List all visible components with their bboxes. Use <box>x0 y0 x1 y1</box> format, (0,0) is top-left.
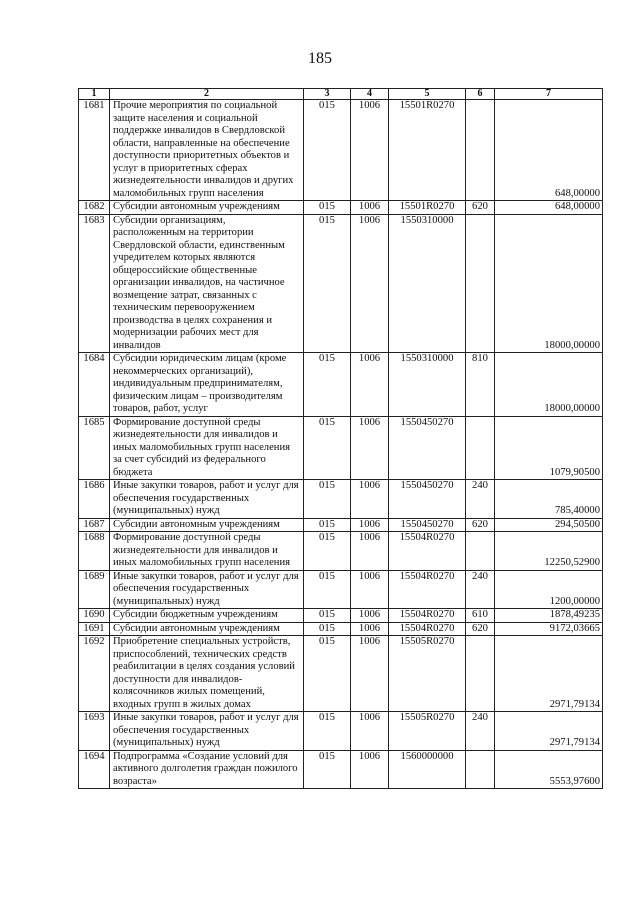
section-code: 1006 <box>351 712 389 751</box>
amount: 1878,49235 <box>495 609 603 623</box>
section-code: 1006 <box>351 353 389 417</box>
row-number: 1685 <box>79 416 110 480</box>
amount: 2971,79134 <box>495 636 603 712</box>
row-number: 1686 <box>79 480 110 519</box>
table-row <box>79 100 603 201</box>
ministry-code: 015 <box>304 636 351 712</box>
section-code: 1006 <box>351 201 389 215</box>
target-article-code: 15505R0270 <box>389 712 466 751</box>
table-row <box>79 532 603 571</box>
column-header: 3 <box>304 89 351 100</box>
expense-type-code <box>466 750 495 789</box>
expense-type-code <box>466 214 495 353</box>
expense-type-code <box>466 532 495 571</box>
ministry-code: 015 <box>304 532 351 571</box>
target-article-code: 1550450270 <box>389 416 466 480</box>
table-row <box>79 518 603 532</box>
row-description: Субсидии автономным учреждениям <box>110 622 304 636</box>
table-row <box>79 609 603 623</box>
ministry-code: 015 <box>304 201 351 215</box>
expense-type-code: 240 <box>466 712 495 751</box>
amount: 5553,97600 <box>495 750 603 789</box>
target-article-code: 15501R0270 <box>389 100 466 201</box>
row-description: Иные закупки товаров, работ и услуг для обеспечения государственных (муниципальных) нужд <box>110 712 304 751</box>
expense-type-code: 620 <box>466 201 495 215</box>
ministry-code: 015 <box>304 622 351 636</box>
row-description: Формирование доступной среды жизнедеятельности для инвалидов и иных маломобильных групп населения <box>110 532 304 571</box>
expense-type-code: 240 <box>466 570 495 609</box>
section-code: 1006 <box>351 214 389 353</box>
ministry-code: 015 <box>304 609 351 623</box>
column-header: 4 <box>351 89 389 100</box>
row-number: 1689 <box>79 570 110 609</box>
ministry-code: 015 <box>304 480 351 519</box>
ministry-code: 015 <box>304 518 351 532</box>
target-article-code: 15504R0270 <box>389 609 466 623</box>
target-article-code: 15504R0270 <box>389 622 466 636</box>
budget-table <box>78 88 603 789</box>
table-row <box>79 353 603 417</box>
ministry-code: 015 <box>304 353 351 417</box>
section-code: 1006 <box>351 416 389 480</box>
amount: 648,00000 <box>495 100 603 201</box>
column-header: 5 <box>389 89 466 100</box>
amount: 1079,90500 <box>495 416 603 480</box>
amount: 785,40000 <box>495 480 603 519</box>
row-number: 1691 <box>79 622 110 636</box>
target-article-code: 15501R0270 <box>389 201 466 215</box>
target-article-code: 15505R0270 <box>389 636 466 712</box>
expense-type-code: 240 <box>466 480 495 519</box>
row-number: 1688 <box>79 532 110 571</box>
expense-type-code <box>466 416 495 480</box>
row-description: Субсидии автономным учреждениям <box>110 201 304 215</box>
table-row <box>79 201 603 215</box>
target-article-code: 1550310000 <box>389 353 466 417</box>
expense-type-code: 620 <box>466 518 495 532</box>
row-number: 1684 <box>79 353 110 417</box>
row-description: Субсидии автономным учреждениям <box>110 518 304 532</box>
target-article-code: 1550450270 <box>389 480 466 519</box>
section-code: 1006 <box>351 636 389 712</box>
amount: 294,50500 <box>495 518 603 532</box>
column-header: 6 <box>466 89 495 100</box>
row-description: Иные закупки товаров, работ и услуг для обеспечения государственных (муниципальных) нужд <box>110 570 304 609</box>
row-number: 1682 <box>79 201 110 215</box>
amount: 9172,03665 <box>495 622 603 636</box>
row-number: 1681 <box>79 100 110 201</box>
row-number: 1694 <box>79 750 110 789</box>
row-number: 1687 <box>79 518 110 532</box>
amount: 2971,79134 <box>495 712 603 751</box>
section-code: 1006 <box>351 609 389 623</box>
table-row <box>79 480 603 519</box>
amount: 1200,00000 <box>495 570 603 609</box>
expense-type-code <box>466 100 495 201</box>
page-number: 185 <box>308 50 332 67</box>
section-code: 1006 <box>351 750 389 789</box>
table-row <box>79 622 603 636</box>
column-header: 7 <box>495 89 603 100</box>
row-description: Приобретение специальных устройств, приспособлений, технических средств реабилитации в целях создания условий доступности для инвалидов- колясочников жилых помещений, входных групп в жилых домах <box>110 636 304 712</box>
section-code: 1006 <box>351 480 389 519</box>
table-row <box>79 712 603 751</box>
row-description: Формирование доступной среды жизнедеятельности для инвалидов и иных маломобильных групп населения за счет субсидий из федерального бюджета <box>110 416 304 480</box>
row-description: Подпрограмма «Создание условий для активного долголетия граждан пожилого возраста» <box>110 750 304 789</box>
ministry-code: 015 <box>304 712 351 751</box>
table-row <box>79 636 603 712</box>
section-code: 1006 <box>351 532 389 571</box>
amount: 648,00000 <box>495 201 603 215</box>
table-header-row <box>79 89 603 100</box>
ministry-code: 015 <box>304 750 351 789</box>
row-number: 1690 <box>79 609 110 623</box>
ministry-code: 015 <box>304 416 351 480</box>
column-header: 1 <box>79 89 110 100</box>
table-row <box>79 214 603 353</box>
section-code: 1006 <box>351 100 389 201</box>
expense-type-code <box>466 636 495 712</box>
target-article-code: 1550450270 <box>389 518 466 532</box>
target-article-code: 1550310000 <box>389 214 466 353</box>
row-number: 1683 <box>79 214 110 353</box>
table-row <box>79 750 603 789</box>
row-number: 1692 <box>79 636 110 712</box>
amount: 18000,00000 <box>495 214 603 353</box>
ministry-code: 015 <box>304 100 351 201</box>
column-header: 2 <box>110 89 304 100</box>
table-row <box>79 570 603 609</box>
target-article-code: 1560000000 <box>389 750 466 789</box>
target-article-code: 15504R0270 <box>389 570 466 609</box>
row-description: Иные закупки товаров, работ и услуг для обеспечения государственных (муниципальных) нужд <box>110 480 304 519</box>
ministry-code: 015 <box>304 570 351 609</box>
expense-type-code: 620 <box>466 622 495 636</box>
amount: 18000,00000 <box>495 353 603 417</box>
section-code: 1006 <box>351 570 389 609</box>
section-code: 1006 <box>351 622 389 636</box>
row-description: Субсидии бюджетным учреждениям <box>110 609 304 623</box>
row-number: 1693 <box>79 712 110 751</box>
section-code: 1006 <box>351 518 389 532</box>
target-article-code: 15504R0270 <box>389 532 466 571</box>
row-description: Субсидии юридическим лицам (кроме некоммерческих организаций), индивидуальным предпринимателям, физическим лицам – производителям товаров, работ, услуг <box>110 353 304 417</box>
ministry-code: 015 <box>304 214 351 353</box>
row-description: Прочие мероприятия по социальной защите населения и социальной поддержке инвалидов в Свердловской области, направленные на обеспечение доступности приоритетных объектов и услуг в приоритетных сферах жизнедеятельности инвалидов и других маломобильных групп населения <box>110 100 304 201</box>
row-description: Субсидии организациям, расположенным на территории Свердловской области, единственным учредителем которых являются общероссийские общественные организации инвалидов, на частичное возмещение затрат, связанных с техническим перевооружением производства в целях сохранения и модернизации рабочих мест для инвалидов <box>110 214 304 353</box>
amount: 12250,52900 <box>495 532 603 571</box>
table-row <box>79 416 603 480</box>
expense-type-code: 610 <box>466 609 495 623</box>
expense-type-code: 810 <box>466 353 495 417</box>
